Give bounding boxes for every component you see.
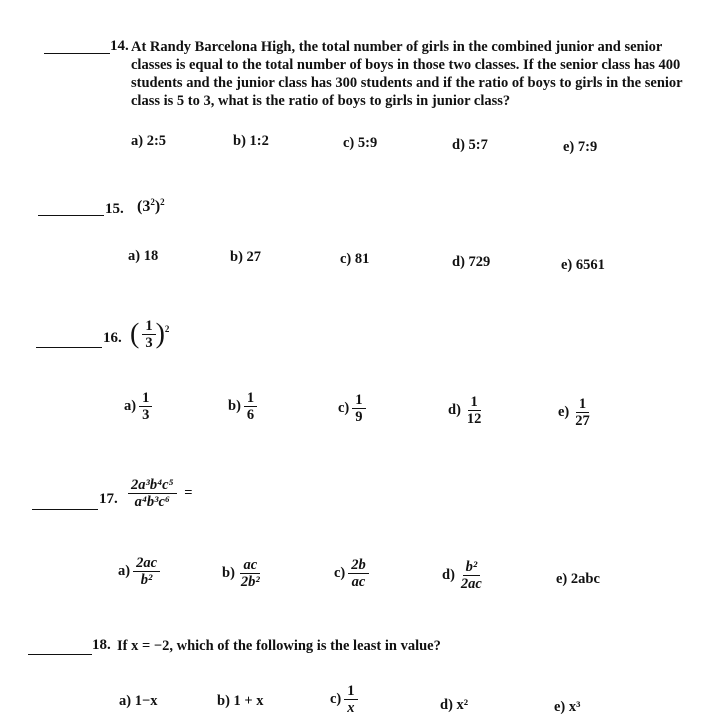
denominator: 27 [575,413,590,429]
denominator: 9 [355,409,363,425]
option-14-a[interactable]: a) 2:5 [131,133,167,149]
option-label: a) [118,562,131,579]
fraction [142,318,155,351]
numerator: 1 [142,318,155,335]
option-label: c) [338,399,350,416]
option-18-e[interactable]: e) x³ [554,699,581,715]
denominator: 2b² [240,574,260,590]
stem-line: class is 5 to 3, what is the ratio of boys to girls in junior class? [131,93,511,109]
option-15-b[interactable]: b) 27 [230,249,262,265]
denominator: 2ac [460,576,482,592]
option-16-d[interactable] [448,394,484,427]
numerator: 2ac [133,555,160,572]
option-17-e[interactable]: e) 2abc [556,571,600,587]
answer-blank-18[interactable] [28,654,92,655]
option-16-c[interactable] [338,392,366,425]
stem-line: classes is equal to the total number of boys in those two classes. If the senior class has 400 [131,57,681,73]
fraction [128,477,177,510]
option-label: a) [124,397,137,414]
question-number-16: 16. [103,330,122,346]
denominator: b² [140,572,153,588]
option-14-e[interactable]: e) 7:9 [563,139,598,155]
option-label: d) [442,566,455,583]
option-label: c) [334,564,346,581]
denominator: 6 [246,407,255,423]
option-label: e) [558,403,570,420]
denominator: 12 [466,411,482,427]
question-number-15: 15. [105,201,124,217]
inner-exponent: 2 [150,197,155,207]
denominator: a⁴b³c⁶ [134,494,170,510]
numerator: 1 [244,390,257,407]
question-expression-15: $(3^2)^2$ [137,197,165,215]
option-14-d[interactable]: d) 5:7 [452,137,488,153]
answer-blank-15[interactable] [38,215,104,216]
base: 3 [142,198,151,215]
option-17-c[interactable] [334,557,369,590]
stem-line: At Randy Barcelona High, the total number of girls in the combined junior and senior [131,39,663,55]
option-18-c[interactable] [330,683,358,716]
stem-line: students and the junior class has 300 students and if the ratio of boys to girls in the senior [131,75,683,91]
numerator: 1 [468,394,481,411]
option-17-d[interactable] [442,559,485,592]
denominator: 3 [142,407,150,423]
option-15-e[interactable]: e) 6561 [561,257,605,273]
numerator: 1 [139,390,152,407]
option-16-a[interactable] [124,390,152,423]
numerator: 2a³b⁴c⁵ [128,477,177,494]
denominator: ac [351,574,366,590]
option-17-b[interactable] [222,557,263,590]
answer-blank-17[interactable] [32,509,98,510]
answer-blank-14[interactable] [44,53,110,54]
question-number-14: 14. [110,38,129,54]
option-18-d[interactable]: d) x² [440,697,469,713]
denominator: 3 [145,335,153,351]
answer-blank-16[interactable] [36,347,102,348]
option-14-c[interactable]: c) 5:9 [343,135,378,151]
option-label: b) [228,397,241,414]
numerator: 2b [348,557,369,574]
numerator: b² [463,559,481,576]
numerator: 1 [576,396,589,413]
exponent: 2 [164,323,170,334]
numerator: ac [240,557,260,574]
option-18-a[interactable]: a) 1−x [119,693,158,709]
equals-sign: = [184,484,193,501]
option-15-c[interactable]: c) 81 [340,251,370,267]
question-number-18: 18. [92,637,111,653]
outer-exponent: 2 [160,197,165,207]
option-15-d[interactable]: d) 729 [452,254,491,270]
option-label: c) [330,690,342,707]
option-18-b[interactable]: b) 1 + x [217,693,264,709]
question-expression-17 [125,477,193,510]
numerator: 1 [352,392,365,409]
denominator: x [347,700,355,716]
question-stem-14 [131,38,706,110]
option-15-a[interactable]: a) 18 [128,248,159,264]
question-stem-18: If x = −2, which of the following is the least in value? [117,638,441,654]
option-label: b) [222,564,235,581]
option-label: d) [448,401,461,418]
question-number-17: 17. [99,491,118,507]
numerator: 1 [344,683,357,700]
option-17-a[interactable] [118,555,160,588]
option-16-b[interactable] [228,390,257,423]
option-14-b[interactable]: b) 1:2 [233,133,269,149]
option-16-e[interactable] [558,396,593,429]
question-expression-16: ( $\frac{1}{3}$ )$^2$ [130,318,170,351]
